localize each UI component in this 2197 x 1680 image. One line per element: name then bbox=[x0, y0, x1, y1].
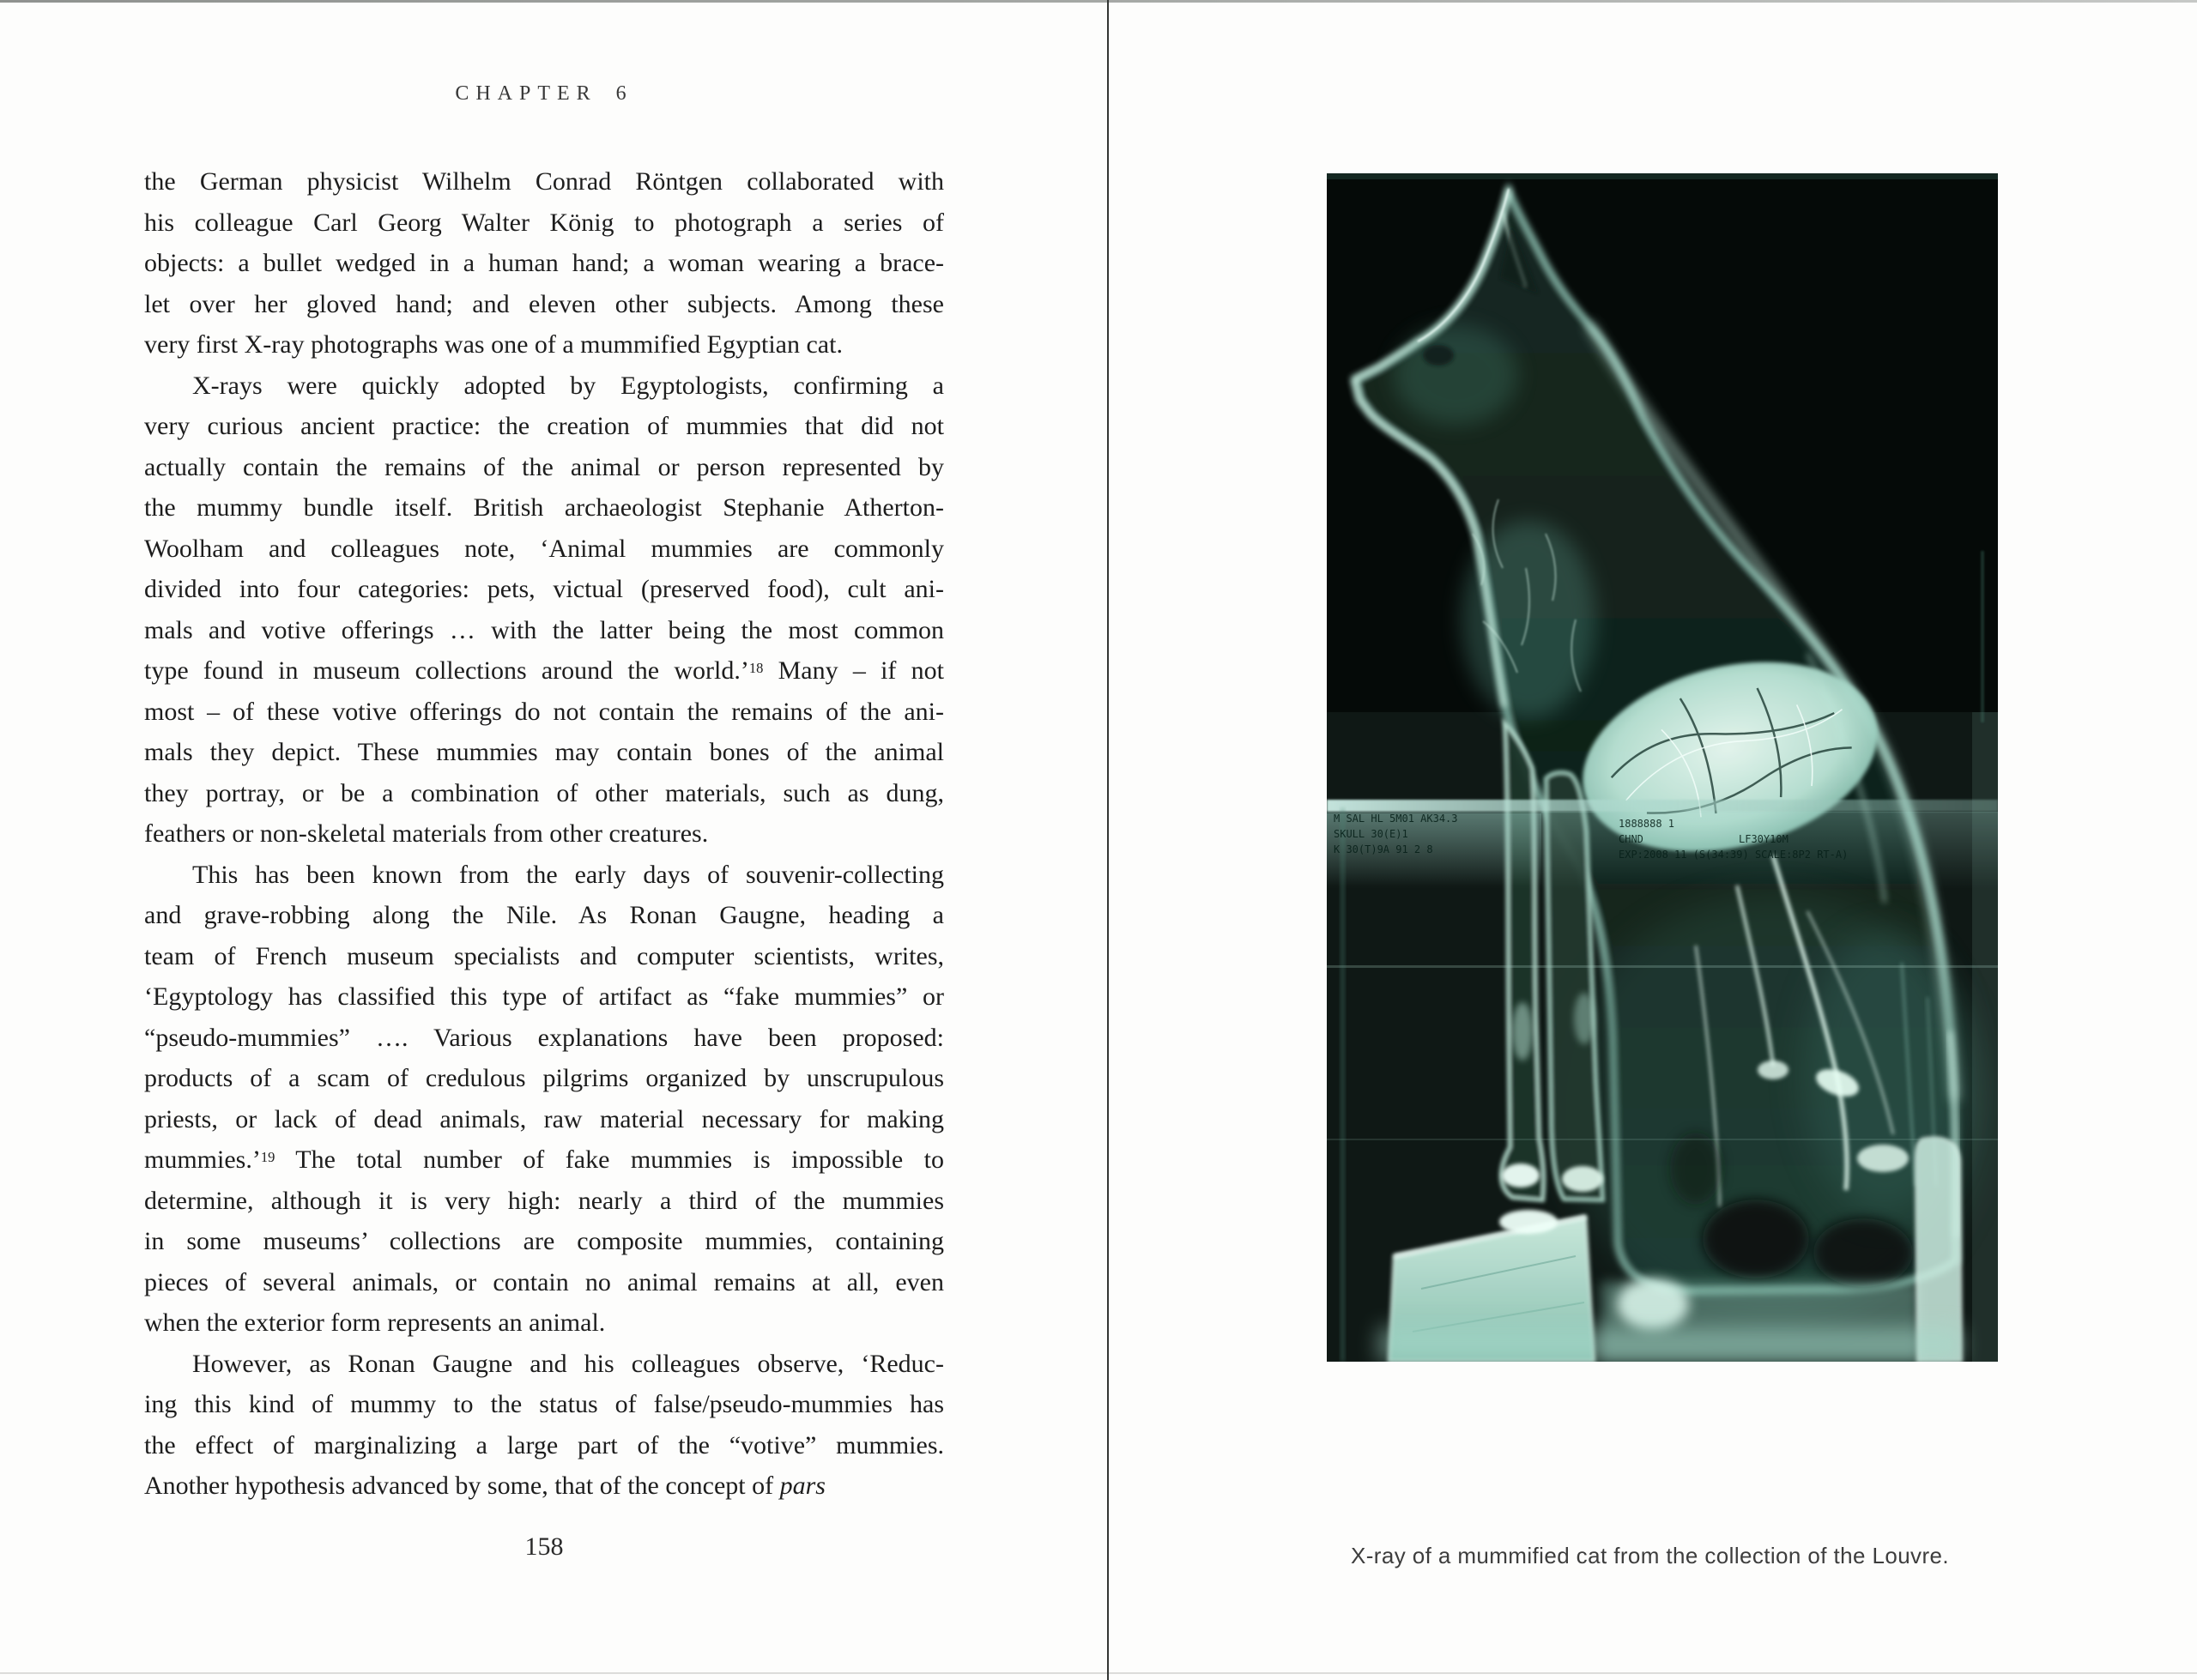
text-line: they portray, or be a combination of other materials, such as dung, bbox=[144, 778, 944, 807]
film-annotation: SKULL 30(E)1 bbox=[1334, 828, 1408, 840]
text-line: Woolham and colleagues note, ‘Animal mummies are commonly bbox=[144, 534, 944, 563]
film-annotation: EXP:2008 11 (S(34:39) SCALE:8P2 RT-A) bbox=[1619, 849, 1849, 861]
text-line: products of a scam of credulous pilgrims organized by unscrupulous bbox=[144, 1064, 944, 1092]
film-annotation: LF30Y10M bbox=[1739, 833, 1788, 845]
xray-caption: X-ray of a mummified cat from the collection of the Louvre. bbox=[1351, 1543, 1949, 1568]
text-line: mummies.’$^{19}$ The total number of fake mummies is impossible to bbox=[144, 1145, 944, 1174]
text-line: very first X-ray photographs was one of a mummified Egyptian cat. bbox=[144, 330, 843, 359]
text-line: feathers or non-skeletal materials from other creatures. bbox=[144, 819, 709, 848]
text-line: Another hypothesis advanced by some, that of the concept of pars bbox=[144, 1472, 826, 1500]
text-line: determine, although it is very high: nearly a third of the mummies bbox=[144, 1186, 944, 1215]
text-line: “pseudo-mummies” …. Various explanations have been proposed: bbox=[144, 1023, 944, 1052]
text-line: ing this kind of mummy to the status of false/pseudo-mummies has bbox=[144, 1390, 944, 1418]
text-line: ‘Egyptology has classified this type of artifact as “fake mummies” or bbox=[144, 982, 944, 1011]
text-line: when the exterior form represents an animal. bbox=[144, 1308, 606, 1337]
text-line: very curious ancient practice: the creation of mummies that did not bbox=[144, 412, 944, 440]
text-line: in some museums’ collections are composite mummies, containing bbox=[144, 1227, 944, 1255]
xray-image bbox=[1327, 173, 1998, 1362]
page-top-edge bbox=[0, 0, 2197, 3]
film-annotation: 1888888 1 bbox=[1619, 818, 1675, 830]
text-line: However, as Ronan Gaugne and his colleagues observe, ‘Reduc- bbox=[192, 1349, 944, 1378]
text-line: team of French museum specialists and computer scientists, writes, bbox=[144, 941, 944, 970]
text-line: mals they depict. These mummies may contain bones of the animal bbox=[144, 738, 944, 766]
text-line: objects: a bullet wedged in a human hand; a woman wearing a brace- bbox=[144, 249, 944, 277]
text-line: This has been known from the early days of souvenir-collecting bbox=[192, 860, 944, 889]
text-line: X-rays were quickly adopted by Egyptologists, confirming a bbox=[192, 371, 944, 400]
text-line: priests, or lack of dead animals, raw material necessary for making bbox=[144, 1104, 944, 1133]
text-line: most – of these votive offerings do not contain the remains of the ani- bbox=[144, 697, 944, 726]
body-text bbox=[144, 161, 944, 1507]
text-line: and grave-robbing along the Nile. As Ronan Gaugne, heading a bbox=[144, 901, 944, 929]
text-line: the effect of marginalizing a large part of the “votive” mummies. bbox=[144, 1430, 944, 1459]
film-annotation: M SAL HL 5M01 AK34.3 bbox=[1334, 813, 1458, 825]
text-line: mals and votive offerings … with the latter being the most common bbox=[144, 615, 944, 644]
page-bottom-edge bbox=[0, 1672, 2197, 1674]
page-number: 158 bbox=[524, 1532, 564, 1561]
text-line: let over her gloved hand; and eleven other subjects. Among these bbox=[144, 289, 944, 318]
page-gutter-line bbox=[1107, 0, 1109, 1680]
text-line: the German physicist Wilhelm Conrad Röntgen collaborated with bbox=[144, 167, 944, 196]
text-line: pieces of several animals, or contain no animal remains at all, even bbox=[144, 1267, 944, 1296]
text-line: divided into four categories: pets, victual (preserved food), cult ani- bbox=[144, 575, 944, 603]
chapter-heading: CHAPTER 6 bbox=[455, 82, 633, 105]
text-line: actually contain the remains of the animal or person represented by bbox=[144, 452, 944, 481]
film-annotation: K 30(T)9A 91 2 8 bbox=[1334, 843, 1433, 855]
text-line: the mummy bundle itself. British archaeologist Stephanie Atherton- bbox=[144, 493, 944, 522]
film-annotation: CHND bbox=[1619, 833, 1643, 845]
text-line: type found in museum collections around the world.’$^{18}$ Many – if not bbox=[144, 656, 944, 685]
text-line: his colleague Carl Georg Walter König to photograph a series of bbox=[144, 208, 944, 237]
